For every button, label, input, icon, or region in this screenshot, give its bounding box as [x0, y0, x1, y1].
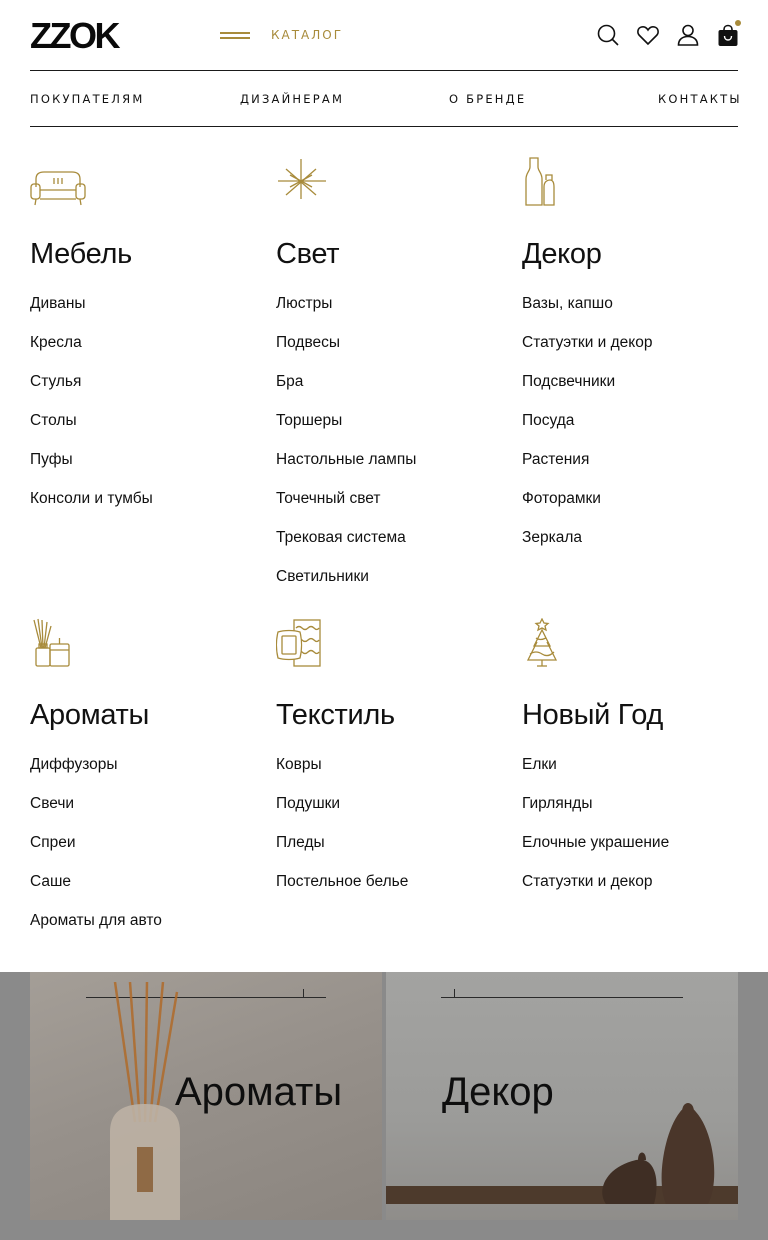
banner-aromas[interactable] [30, 972, 382, 1220]
banner-title: Декор [442, 1070, 554, 1114]
category-link[interactable]: Подушки [276, 795, 341, 812]
user-icon[interactable] [675, 22, 701, 48]
category-new-year [522, 618, 762, 910]
category-link[interactable]: Точечный свет [276, 490, 381, 507]
nav-link-designers[interactable]: ДИЗАЙНЕРАМ [240, 92, 345, 106]
category-link[interactable]: Подвесы [276, 334, 341, 351]
category-link-list [522, 293, 762, 566]
category-link[interactable]: Статуэтки и декор [522, 334, 653, 351]
vases-image [596, 1072, 738, 1204]
category-link[interactable]: Растения [522, 451, 590, 468]
category-link[interactable]: Елки [522, 756, 557, 773]
diffuser-icon [30, 618, 86, 672]
site-header [0, 0, 768, 70]
catalog-label[interactable]: КАТАЛОГ [271, 28, 344, 42]
category-lighting [276, 157, 516, 605]
category-link[interactable]: Статуэтки и декор [522, 873, 653, 890]
nav-link-buyers[interactable]: ПОКУПАТЕЛЯМ [30, 92, 145, 106]
category-banners [0, 972, 768, 1240]
christmas-tree-icon [522, 618, 578, 672]
nav-link-about-brand[interactable]: О БРЕНДЕ [449, 92, 527, 106]
category-link-list [30, 293, 270, 527]
search-icon[interactable] [595, 22, 621, 48]
category-title[interactable]: Мебель [30, 238, 132, 270]
category-link[interactable]: Ковры [276, 756, 322, 773]
category-decor [522, 157, 762, 566]
page-background-strip [0, 1220, 768, 1240]
category-title[interactable]: Декор [522, 238, 602, 270]
logo-mark [30, 20, 140, 50]
logo-text: ZZOK [30, 20, 118, 50]
sofa-icon [30, 157, 86, 211]
category-link[interactable]: Елочные украшение [522, 834, 670, 851]
category-link[interactable]: Столы [30, 412, 77, 429]
logo[interactable] [30, 20, 140, 50]
category-link[interactable]: Консоли и тумбы [30, 490, 153, 507]
catalog-menu-button[interactable] [220, 30, 250, 40]
nav-link-contacts[interactable]: КОНТАКТЫ [658, 92, 742, 106]
category-link[interactable]: Посуда [522, 412, 575, 429]
category-link[interactable]: Подсвечники [522, 373, 616, 390]
category-link[interactable]: Настольные лампы [276, 451, 417, 468]
cart-badge-dot [735, 20, 741, 26]
heart-icon[interactable] [635, 22, 661, 48]
category-link[interactable]: Свечи [30, 795, 75, 812]
category-link[interactable]: Фоторамки [522, 490, 601, 507]
category-link[interactable]: Пледы [276, 834, 325, 851]
banner-title: Ароматы [175, 1070, 343, 1114]
category-link-list [522, 754, 762, 910]
category-link[interactable]: Пуфы [30, 451, 73, 468]
burger-line [220, 32, 250, 34]
category-link-list [276, 754, 516, 910]
category-textile [276, 618, 516, 910]
category-link[interactable]: Люстры [276, 295, 333, 312]
category-link[interactable]: Торшеры [276, 412, 343, 429]
category-link[interactable]: Ароматы для авто [30, 912, 162, 929]
category-title[interactable]: Свет [276, 238, 340, 270]
textile-icon [276, 618, 332, 672]
burger-line [220, 37, 250, 39]
decorative-line [441, 997, 683, 998]
vase-icon [522, 157, 578, 211]
top-navigation [30, 70, 742, 127]
banner-decor[interactable] [386, 972, 738, 1220]
category-link[interactable]: Бра [276, 373, 304, 390]
decorative-tick [454, 989, 455, 997]
category-link[interactable]: Постельное белье [276, 873, 409, 890]
category-furniture [30, 157, 270, 527]
category-link[interactable]: Кресла [30, 334, 82, 351]
decorative-tick [303, 989, 304, 997]
category-aromas [30, 618, 270, 949]
category-link[interactable]: Стулья [30, 373, 82, 390]
category-link[interactable]: Зеркала [522, 529, 583, 546]
category-link[interactable]: Саше [30, 873, 72, 890]
category-title[interactable]: Текстиль [276, 699, 395, 731]
category-link[interactable]: Диффузоры [30, 756, 118, 773]
category-link[interactable]: Вазы, капшо [522, 295, 613, 312]
category-title[interactable]: Ароматы [30, 699, 150, 731]
category-link-list [276, 293, 516, 605]
category-link[interactable]: Гирлянды [522, 795, 593, 812]
category-link[interactable]: Трековая система [276, 529, 406, 546]
catalog-dropdown [0, 127, 768, 972]
category-link[interactable]: Светильники [276, 568, 369, 585]
category-link[interactable]: Спреи [30, 834, 76, 851]
chandelier-icon [276, 157, 332, 211]
category-title[interactable]: Новый Год [522, 699, 664, 731]
cart-icon[interactable] [715, 22, 741, 48]
category-link-list [30, 754, 270, 949]
category-link[interactable]: Диваны [30, 295, 86, 312]
